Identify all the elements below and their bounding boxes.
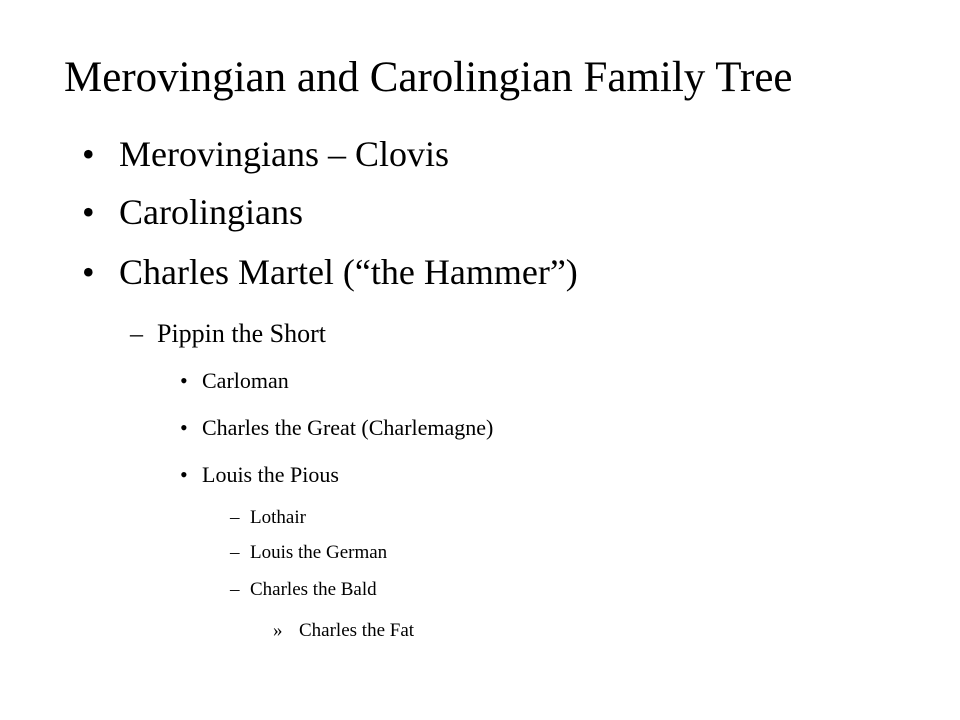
list-item-text: Charles Martel (“the Hammer”): [119, 252, 578, 292]
list-item: [180, 367, 880, 395]
bullet-marker: •: [180, 368, 188, 393]
list-item: [230, 506, 880, 530]
bullet-marker: •: [180, 462, 188, 487]
list-item-text: Louis the Pious: [202, 462, 339, 487]
list-item-text: Charles the Bald: [250, 579, 377, 600]
slide-title: Merovingian and Carolingian Family Tree: [64, 54, 793, 101]
list-item: [180, 461, 880, 489]
list-item-text: Merovingians – Clovis: [119, 134, 449, 174]
list-item-text: Lothair: [250, 507, 306, 528]
list-item-text: Carolingians: [119, 192, 303, 232]
dash-marker: –: [230, 507, 240, 528]
list-item-text: Charles the Great (Charlemagne): [202, 415, 494, 440]
bullet-marker: •: [82, 134, 95, 174]
guillemet-marker: »: [273, 620, 283, 641]
list-item: [130, 317, 830, 351]
list-item: [230, 578, 880, 602]
list-item: [82, 190, 882, 234]
list-item: [230, 541, 880, 565]
list-item: [180, 414, 880, 442]
list-item-text: Carloman: [202, 368, 289, 393]
list-item-text: Charles the Fat: [299, 620, 415, 641]
list-item: [82, 250, 882, 294]
bullet-marker: •: [180, 415, 188, 440]
list-item: [273, 619, 873, 643]
dash-marker: –: [230, 579, 240, 600]
list-item-text: Louis the German: [250, 542, 388, 563]
dash-marker: –: [130, 319, 143, 348]
list-item-text: Pippin the Short: [157, 319, 327, 348]
bullet-marker: •: [82, 252, 95, 292]
bullet-marker: •: [82, 192, 95, 232]
list-item: [82, 132, 882, 176]
dash-marker: –: [230, 542, 240, 563]
